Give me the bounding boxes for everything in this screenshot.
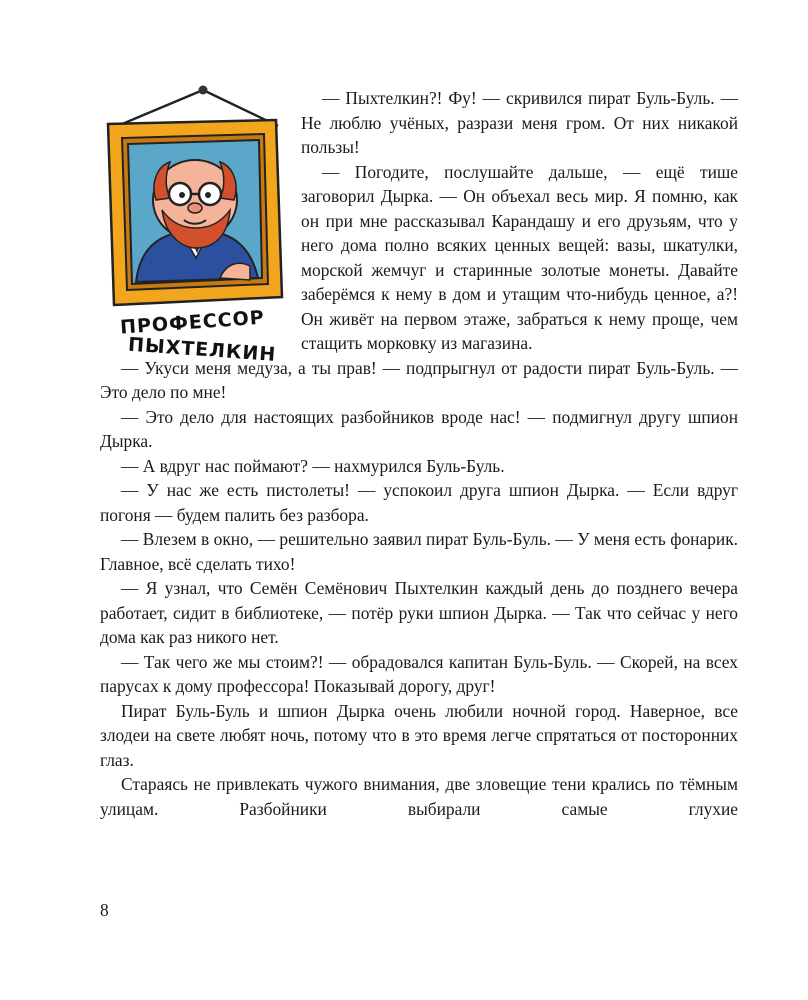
paragraph: — У нас же есть пистолеты! — успокоил друга шпион Дырка. — Если вдруг погоня — будем палить без разбора. <box>100 480 738 525</box>
paragraph: — Так чего же мы стоим?! — обрадовался капитан Буль-Буль. — Скорей, на всех парусах к дому профессора! Показывай дорогу, друг! <box>100 651 738 696</box>
paragraph: Стараясь не привлекать чужого внимания, две зловещие тени крались по тёмным улицам. Разбойники выбирали самые глухие <box>100 774 738 819</box>
story-text <box>100 86 738 821</box>
paragraph: — Пыхтелкин?! Фу! — скривился пират Буль-Буль. — Не люблю учёных, разрази меня гром. От них никакой пользы! <box>301 88 738 157</box>
paragraph: — Погодите, послушайте дальше, — ещё тише заговорил Дырка. — Он объехал весь мир. Я помню, как он при мне рассказывал Карандашу и его друзьям, что у него дома полно всяких ценных вещей: вазы, шкатулки, морской жемчуг и старинные золотые монеты. Давайте заберёмся к нему в дом и утащим что-нибудь ценное, а?! Он живёт на первом этаже, забраться к нему проще, чем стащить морковку из магазина. <box>301 161 738 353</box>
caption-line-2: ПЫХТЕЛКИН <box>127 333 277 366</box>
page-number: 8 <box>100 900 109 920</box>
caption-line-1: ПРОФЕССОР <box>119 306 266 339</box>
paragraph: — Это дело для настоящих разбойников вроде нас! — подмигнул другу шпион Дырка. <box>100 406 738 451</box>
paragraph: — А вдруг нас поймают? — нахмурился Буль-Буль. <box>121 455 505 476</box>
paragraph: — Я узнал, что Семён Семёнович Пыхтелкин каждый день до позднего вечера работает, сидит в библиотеке, — потёр руки шпион Дырка. — Так что сейчас у него дома как раз никого нет. <box>100 578 738 647</box>
paragraph: — Укуси меня медуза, а ты прав! — подпрыгнул от радости пират Буль-Буль. — Это дело по мне! <box>100 357 738 402</box>
paragraph: — Влезем в окно, — решительно заявил пират Буль-Буль. — У меня есть фонарик. Главное, всё сделать тихо! <box>100 529 738 574</box>
paragraph: Пират Буль-Буль и шпион Дырка очень любили ночной город. Наверное, все злодеи на свете любят ночь, потому что в это время легче спрятаться от посторонних глаз. <box>100 700 738 770</box>
